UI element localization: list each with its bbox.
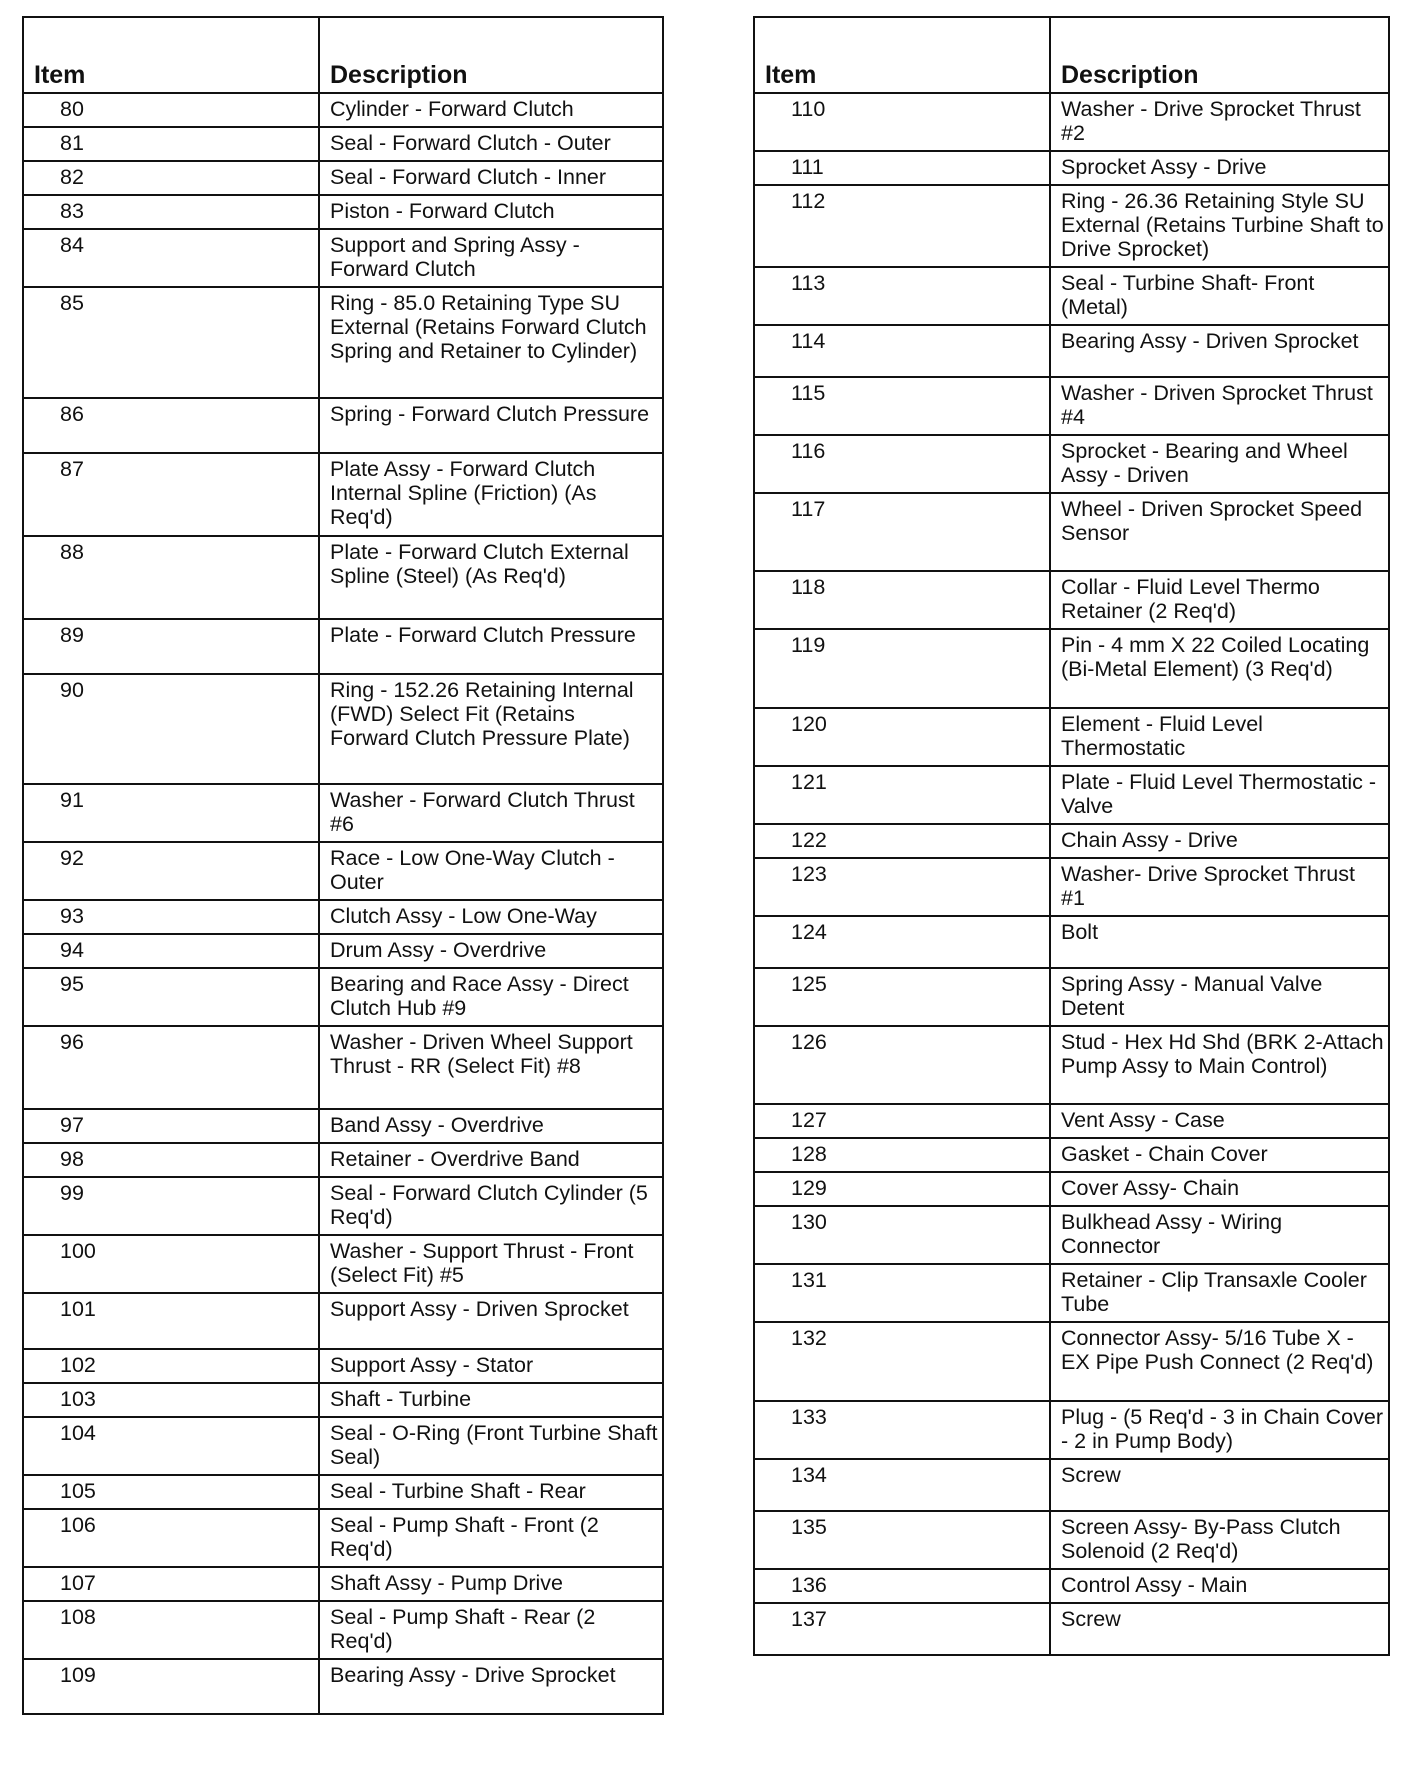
- table-row: [754, 1322, 1389, 1400]
- item-description: Plate - Forward Clutch Pressure: [319, 619, 663, 674]
- table-row: [23, 161, 663, 195]
- item-description: Ring - 152.26 Retaining Internal (FWD) Select Fit (Retains Forward Clutch Pressure Plate): [319, 674, 663, 785]
- item-number: 101: [23, 1293, 319, 1348]
- item-description: Spring - Forward Clutch Pressure: [319, 398, 663, 453]
- item-description: Collar - Fluid Level Thermo Retainer (2 Req'd): [1050, 571, 1389, 629]
- item-number: 118: [754, 571, 1050, 629]
- table-row: [754, 766, 1389, 824]
- table-row: [754, 1603, 1389, 1655]
- item-description: Clutch Assy - Low One-Way: [319, 900, 663, 934]
- item-number: 116: [754, 435, 1050, 493]
- table-row: [23, 1475, 663, 1509]
- table-row: [754, 1459, 1389, 1511]
- item-number: 136: [754, 1569, 1050, 1603]
- item-description: Seal - Pump Shaft - Front (2 Req'd): [319, 1509, 663, 1567]
- item-description: Seal - Forward Clutch - Inner: [319, 161, 663, 195]
- table-row: [754, 968, 1389, 1026]
- item-description: Band Assy - Overdrive: [319, 1109, 663, 1143]
- item-number: 104: [23, 1417, 319, 1475]
- item-description: Chain Assy - Drive: [1050, 824, 1389, 858]
- table-row: [754, 267, 1389, 325]
- item-number: 105: [23, 1475, 319, 1509]
- table-row: [23, 1235, 663, 1293]
- item-number: 137: [754, 1603, 1050, 1655]
- item-description: Bearing Assy - Drive Sprocket: [319, 1659, 663, 1714]
- item-description: Stud - Hex Hd Shd (BRK 2-Attach Pump Assy to Main Control): [1050, 1026, 1389, 1104]
- parts-table-left: [22, 16, 664, 1715]
- table-row: [754, 1206, 1389, 1264]
- table-row: [23, 229, 663, 287]
- item-number: 107: [23, 1567, 319, 1601]
- table-row: [754, 325, 1389, 377]
- table-row: [23, 195, 663, 229]
- item-description: Piston - Forward Clutch: [319, 195, 663, 229]
- item-description: Shaft Assy - Pump Drive: [319, 1567, 663, 1601]
- table-row: [23, 287, 663, 398]
- item-description: Shaft - Turbine: [319, 1383, 663, 1417]
- item-number: 133: [754, 1401, 1050, 1459]
- item-column-header: Item: [23, 17, 319, 93]
- table-row: [754, 571, 1389, 629]
- item-description: Cylinder - Forward Clutch: [319, 93, 663, 127]
- table-row: [23, 1349, 663, 1383]
- item-description: Plate - Fluid Level Thermostatic - Valve: [1050, 766, 1389, 824]
- item-description: Support Assy - Driven Sprocket: [319, 1293, 663, 1348]
- table-row: [23, 1383, 663, 1417]
- item-description: Ring - 26.36 Retaining Style SU External (Retains Turbine Shaft to Drive Sprocket): [1050, 185, 1389, 267]
- item-number: 84: [23, 229, 319, 287]
- item-description: Bulkhead Assy - Wiring Connector: [1050, 1206, 1389, 1264]
- table-row: [754, 185, 1389, 267]
- item-number: 134: [754, 1459, 1050, 1511]
- item-number: 117: [754, 493, 1050, 571]
- table-row: [23, 900, 663, 934]
- item-number: 97: [23, 1109, 319, 1143]
- description-column-header: Description: [1050, 17, 1389, 93]
- item-number: 108: [23, 1601, 319, 1659]
- item-number: 82: [23, 161, 319, 195]
- table-row: [754, 824, 1389, 858]
- item-number: 90: [23, 674, 319, 785]
- table-row: [23, 453, 663, 536]
- item-description: Washer - Driven Wheel Support Thrust - RR (Select Fit) #8: [319, 1026, 663, 1109]
- item-number: 127: [754, 1104, 1050, 1138]
- item-description: Seal - Pump Shaft - Rear (2 Req'd): [319, 1601, 663, 1659]
- table-row: [23, 674, 663, 785]
- item-number: 112: [754, 185, 1050, 267]
- item-description: Retainer - Overdrive Band: [319, 1143, 663, 1177]
- item-number: 92: [23, 842, 319, 900]
- parts-table-right: [753, 16, 1390, 1656]
- item-description: Connector Assy- 5/16 Tube X - EX Pipe Push Connect (2 Req'd): [1050, 1322, 1389, 1400]
- item-description: Control Assy - Main: [1050, 1569, 1389, 1603]
- table-row: [754, 629, 1389, 707]
- item-number: 80: [23, 93, 319, 127]
- item-description: Drum Assy - Overdrive: [319, 934, 663, 968]
- item-number: 98: [23, 1143, 319, 1177]
- table-row: [754, 1401, 1389, 1459]
- table-row: [754, 916, 1389, 968]
- item-description: Seal - Forward Clutch Cylinder (5 Req'd): [319, 1177, 663, 1235]
- table-row: [754, 708, 1389, 766]
- item-number: 81: [23, 127, 319, 161]
- table-row: [23, 1026, 663, 1109]
- item-number: 106: [23, 1509, 319, 1567]
- item-description: Sprocket - Bearing and Wheel Assy - Driven: [1050, 435, 1389, 493]
- table-row: [23, 1109, 663, 1143]
- table-row: [754, 858, 1389, 916]
- item-number: 103: [23, 1383, 319, 1417]
- item-description: Screw: [1050, 1459, 1389, 1511]
- item-description: Bearing Assy - Driven Sprocket: [1050, 325, 1389, 377]
- item-description: Washer - Forward Clutch Thrust #6: [319, 784, 663, 842]
- table-row: [754, 1104, 1389, 1138]
- item-number: 121: [754, 766, 1050, 824]
- table-row: [23, 1567, 663, 1601]
- table-row: [23, 619, 663, 674]
- item-description: Cover Assy- Chain: [1050, 1172, 1389, 1206]
- item-description: Sprocket Assy - Drive: [1050, 151, 1389, 185]
- item-number: 122: [754, 824, 1050, 858]
- item-description: Vent Assy - Case: [1050, 1104, 1389, 1138]
- item-description: Race - Low One-Way Clutch - Outer: [319, 842, 663, 900]
- table-row: [23, 968, 663, 1026]
- item-number: 111: [754, 151, 1050, 185]
- item-number: 102: [23, 1349, 319, 1383]
- item-description: Screw: [1050, 1603, 1389, 1655]
- item-number: 126: [754, 1026, 1050, 1104]
- item-description: Ring - 85.0 Retaining Type SU External (Retains Forward Clutch Spring and Retainer to Cylinder): [319, 287, 663, 398]
- item-number: 119: [754, 629, 1050, 707]
- item-description: Seal - Forward Clutch - Outer: [319, 127, 663, 161]
- item-description: Screen Assy- By-Pass Clutch Solenoid (2 Req'd): [1050, 1511, 1389, 1569]
- item-number: 91: [23, 784, 319, 842]
- table-row: [754, 435, 1389, 493]
- item-number: 120: [754, 708, 1050, 766]
- item-column-header: Item: [754, 17, 1050, 93]
- table-row: [23, 1509, 663, 1567]
- item-description: Support Assy - Stator: [319, 1349, 663, 1383]
- item-description: Seal - O-Ring (Front Turbine Shaft Seal): [319, 1417, 663, 1475]
- item-number: 96: [23, 1026, 319, 1109]
- header-row: [23, 17, 663, 93]
- item-description: Gasket - Chain Cover: [1050, 1138, 1389, 1172]
- item-number: 109: [23, 1659, 319, 1714]
- item-number: 132: [754, 1322, 1050, 1400]
- table-row: [23, 398, 663, 453]
- table-row: [754, 1264, 1389, 1322]
- table-row: [23, 1417, 663, 1475]
- item-description: Washer - Drive Sprocket Thrust #2: [1050, 93, 1389, 151]
- table-row: [754, 1138, 1389, 1172]
- table-row: [754, 1569, 1389, 1603]
- item-number: 114: [754, 325, 1050, 377]
- table-row: [23, 1177, 663, 1235]
- item-description: Bearing and Race Assy - Direct Clutch Hub #9: [319, 968, 663, 1026]
- item-description: Seal - Turbine Shaft- Front (Metal): [1050, 267, 1389, 325]
- item-description: Washer- Drive Sprocket Thrust #1: [1050, 858, 1389, 916]
- table-row: [754, 151, 1389, 185]
- item-number: 100: [23, 1235, 319, 1293]
- table-row: [754, 1026, 1389, 1104]
- table-row: [23, 1601, 663, 1659]
- item-description: Pin - 4 mm X 22 Coiled Locating (Bi-Metal Element) (3 Req'd): [1050, 629, 1389, 707]
- item-description: Bolt: [1050, 916, 1389, 968]
- table-row: [754, 1511, 1389, 1569]
- table-row: [23, 1293, 663, 1348]
- table-row: [23, 536, 663, 619]
- item-description: Washer - Driven Sprocket Thrust #4: [1050, 377, 1389, 435]
- item-number: 83: [23, 195, 319, 229]
- table-row: [23, 934, 663, 968]
- item-description: Plug - (5 Req'd - 3 in Chain Cover - 2 in Pump Body): [1050, 1401, 1389, 1459]
- item-description: Plate Assy - Forward Clutch Internal Spline (Friction) (As Req'd): [319, 453, 663, 536]
- item-number: 115: [754, 377, 1050, 435]
- item-number: 113: [754, 267, 1050, 325]
- table-row: [23, 1143, 663, 1177]
- item-number: 135: [754, 1511, 1050, 1569]
- item-number: 85: [23, 287, 319, 398]
- table-row: [23, 127, 663, 161]
- item-number: 93: [23, 900, 319, 934]
- table-row: [23, 784, 663, 842]
- table-row: [754, 93, 1389, 151]
- item-number: 89: [23, 619, 319, 674]
- table-row: [23, 842, 663, 900]
- table-row: [754, 493, 1389, 571]
- item-number: 94: [23, 934, 319, 968]
- item-description: Plate - Forward Clutch External Spline (Steel) (As Req'd): [319, 536, 663, 619]
- table-row: [23, 1659, 663, 1714]
- item-number: 125: [754, 968, 1050, 1026]
- item-description: Wheel - Driven Sprocket Speed Sensor: [1050, 493, 1389, 571]
- item-number: 130: [754, 1206, 1050, 1264]
- item-number: 99: [23, 1177, 319, 1235]
- item-number: 87: [23, 453, 319, 536]
- header-row: [754, 17, 1389, 93]
- item-description: Spring Assy - Manual Valve Detent: [1050, 968, 1389, 1026]
- item-description: Washer - Support Thrust - Front (Select Fit) #5: [319, 1235, 663, 1293]
- item-number: 95: [23, 968, 319, 1026]
- item-number: 129: [754, 1172, 1050, 1206]
- item-description: Support and Spring Assy - Forward Clutch: [319, 229, 663, 287]
- item-description: Element - Fluid Level Thermostatic: [1050, 708, 1389, 766]
- item-description: Seal - Turbine Shaft - Rear: [319, 1475, 663, 1509]
- table-row: [754, 1172, 1389, 1206]
- description-column-header: Description: [319, 17, 663, 93]
- table-row: [754, 377, 1389, 435]
- item-number: 123: [754, 858, 1050, 916]
- item-description: Retainer - Clip Transaxle Cooler Tube: [1050, 1264, 1389, 1322]
- item-number: 131: [754, 1264, 1050, 1322]
- item-number: 124: [754, 916, 1050, 968]
- item-number: 86: [23, 398, 319, 453]
- item-number: 88: [23, 536, 319, 619]
- item-number: 110: [754, 93, 1050, 151]
- table-row: [23, 93, 663, 127]
- item-number: 128: [754, 1138, 1050, 1172]
